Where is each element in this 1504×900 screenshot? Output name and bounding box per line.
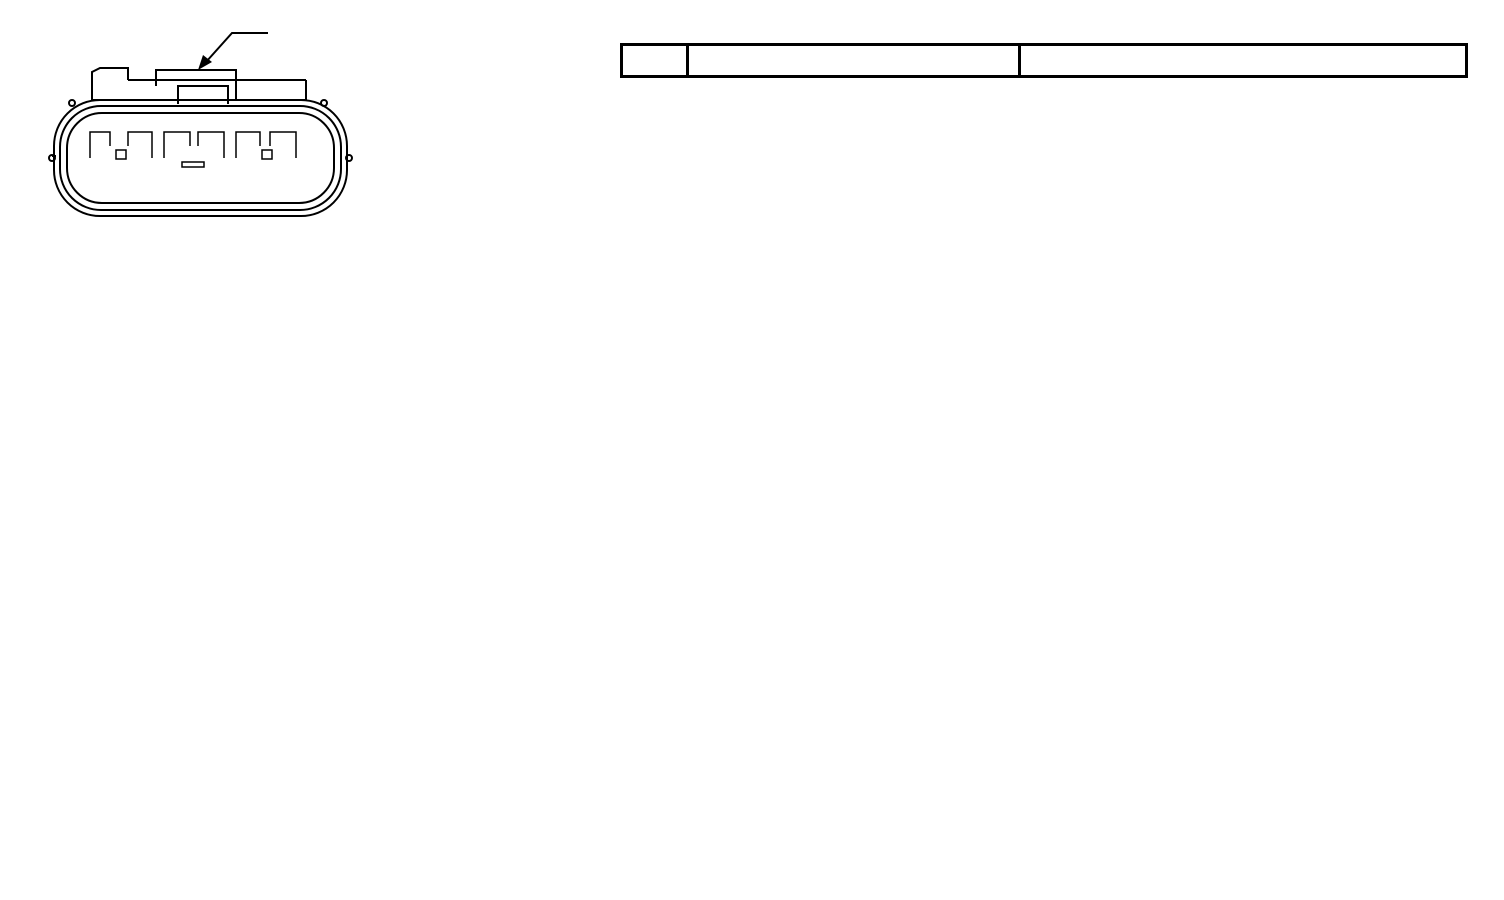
header-circuit [688,45,1020,77]
pinout-table [620,43,1468,78]
cavity-key-detail [90,132,296,167]
pinout-header-row [622,45,1467,77]
connector-face-diagram [0,0,420,380]
header-function [1020,45,1467,77]
header-cav [622,45,688,77]
connector-body [49,100,352,216]
callout-leader-line [206,33,268,62]
